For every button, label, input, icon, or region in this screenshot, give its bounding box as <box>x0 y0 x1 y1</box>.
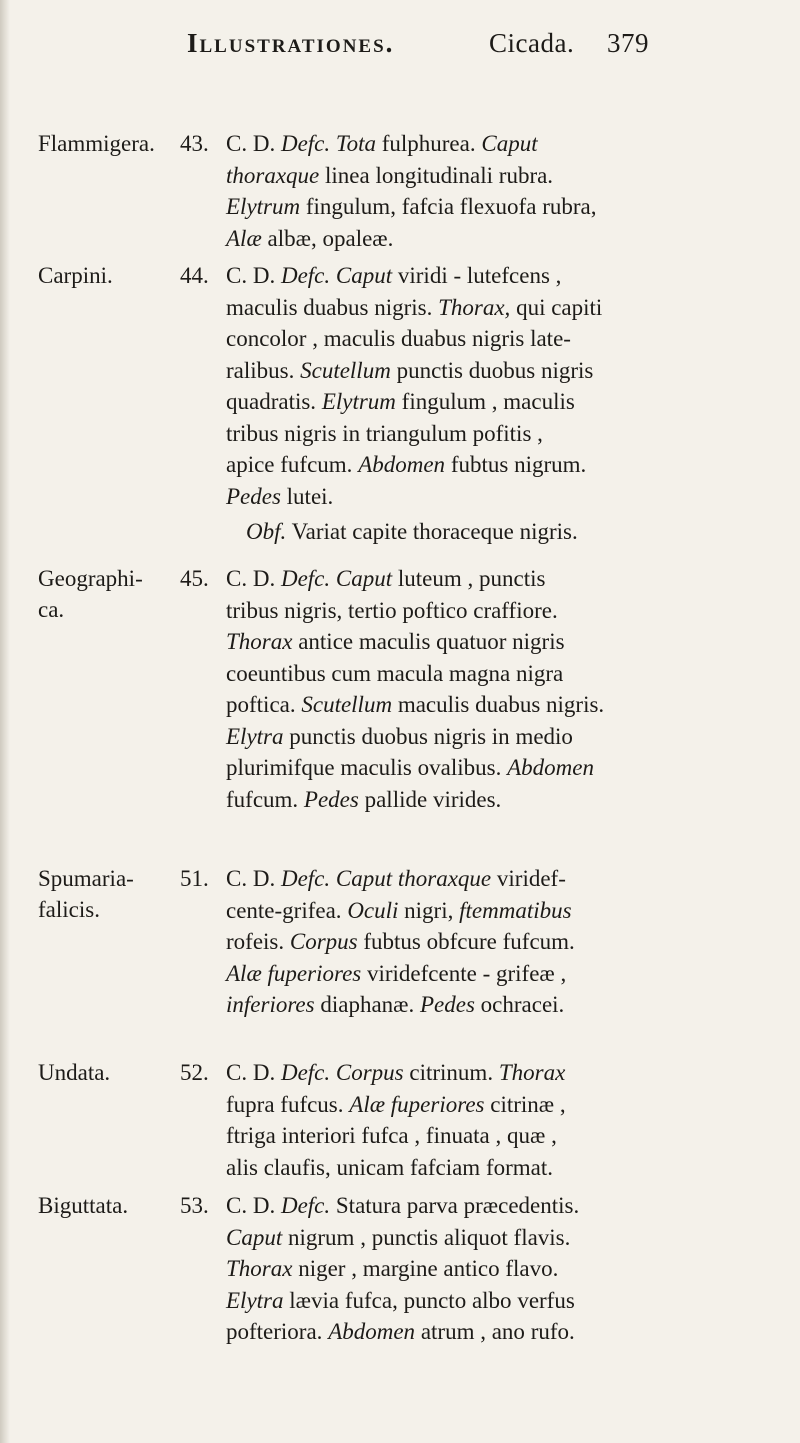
entry-description <box>226 260 771 512</box>
species-name: Geographi- <box>38 566 143 591</box>
description-line: plurimifque maculis ovalibus. Abdomen <box>226 755 594 780</box>
description-line: apice fufcum. Abdomen fubtus nigrum. <box>226 452 587 477</box>
header-title: Illustrationes. <box>187 28 395 58</box>
species-name: Biguttata. <box>38 1193 129 1218</box>
description-line: alis claufis, unicam fafciam format. <box>226 1154 554 1180</box>
running-header <box>187 28 657 78</box>
entry-number: 52. <box>180 1060 209 1085</box>
entry-description <box>226 1190 771 1348</box>
description-line: concolor , maculis duabus nigris late- <box>226 326 571 351</box>
description-line: rofeis. Corpus fubtus obfcure fufcum. <box>226 929 575 954</box>
description-line: Pedes lutei. <box>226 483 334 509</box>
description-line: cente-grifea. Oculi nigri, ftemmatibus <box>226 897 572 923</box>
description-line: fufcum. Pedes pallide virides. <box>226 786 502 812</box>
description-line: Elytra lævia fufca, puncto albo verfus <box>226 1287 575 1313</box>
species-name: Undata. <box>38 1060 111 1085</box>
description-line: inferiores diaphanæ. Pedes ochracei. <box>226 992 565 1017</box>
entry-number: 51. <box>180 866 209 891</box>
header-subtitle: Cicada. <box>489 28 575 58</box>
entry-number: 44. <box>180 263 209 288</box>
description-line: Alæ albæ, opaleæ. <box>226 225 394 251</box>
entry-description <box>226 128 771 254</box>
description-line: ftriga interiori fufca , finuata , quæ , <box>226 1123 557 1148</box>
description-line: tribus nigris, tertio poftico craffiore. <box>226 597 558 623</box>
description-line: Elytra punctis duobus nigris in medio <box>226 723 573 749</box>
description-line: thoraxque linea longitudinali rubra. <box>226 162 554 188</box>
description-line: Caput nigrum , punctis aliquot flavis. <box>226 1224 571 1250</box>
entry-description <box>226 1057 771 1183</box>
entry-number: 45. <box>180 566 209 591</box>
species-name-continued: ca. <box>38 597 65 622</box>
description-line: quadratis. Elytrum fingulum , maculis <box>226 389 575 414</box>
species-name: Carpini. <box>38 263 113 288</box>
description-line: C. D. Defc. Statura parva præcedentis. <box>226 1193 580 1218</box>
description-line: C. D. Defc. Caput viridi - lutefcens , <box>226 263 562 288</box>
page-gutter <box>0 0 10 1443</box>
entry-number: 53. <box>180 1193 209 1218</box>
description-line: maculis duabus nigris. Thorax, qui capiti <box>226 294 603 320</box>
entry-number: 43. <box>180 131 209 156</box>
entry-description <box>226 563 771 815</box>
species-name-continued: falicis. <box>38 897 100 922</box>
description-line: Thorax antice maculis quatuor nigris <box>226 629 565 654</box>
description-line: C. D. Defc. Tota fulphurea. Caput <box>226 131 538 156</box>
description-line: Thorax niger , margine antico flavo. <box>226 1256 559 1281</box>
description-line: poftica. Scutellum maculis duabus nigris. <box>226 692 605 717</box>
description-line: tribus nigris in triangulum pofitis , <box>226 420 543 446</box>
description-line: C. D. Defc. Caput luteum , punctis <box>226 566 546 591</box>
entry-description <box>226 863 771 1021</box>
description-line: ralibus. Scutellum punctis duobus nigris <box>226 357 594 383</box>
description-line: Alæ fuperiores viridefcente - grifeæ , <box>226 960 567 986</box>
species-name: Flammigera. <box>38 131 155 156</box>
description-line: C. D. Defc. Corpus citrinum. Thorax <box>226 1060 566 1085</box>
species-name: Spumaria- <box>38 866 134 891</box>
description-line: Elytrum fingulum, fafcia flexuofa rubra, <box>226 194 597 219</box>
description-line: fupra fufcus. Alæ fuperiores citrinæ , <box>226 1091 566 1117</box>
observation-note: Obf. Variat capite thoraceque nigris. <box>246 519 578 544</box>
description-line: pofteriora. Abdomen atrum , ano rufo. <box>226 1319 575 1344</box>
page-number: 379 <box>607 28 649 58</box>
description-line: coeuntibus cum macula magna nigra <box>226 660 564 686</box>
description-line: C. D. Defc. Caput thoraxque viridef- <box>226 866 566 891</box>
